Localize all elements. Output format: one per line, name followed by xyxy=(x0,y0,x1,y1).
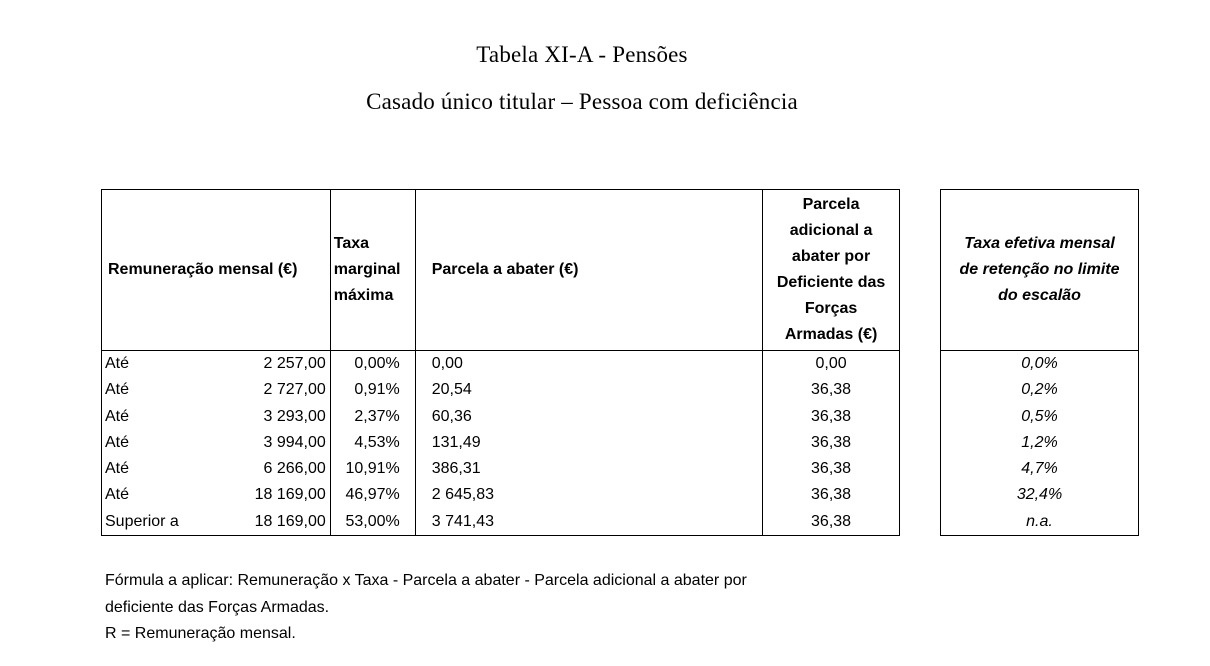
formula-line: deficiente das Forças Armadas. xyxy=(105,598,330,616)
adicional-cell: 36,38 xyxy=(763,430,900,456)
taxa-cell: 0,00% xyxy=(330,351,415,378)
table-row xyxy=(102,377,900,403)
efetiva-cell: 0,0% xyxy=(941,351,1139,378)
table-row xyxy=(102,404,900,430)
table-row xyxy=(102,351,900,378)
header-taxa: Taxa marginal máxima xyxy=(330,190,415,351)
remuneracao-value: 18 169,00 xyxy=(254,486,326,504)
remuneracao-cell xyxy=(102,430,331,456)
remuneracao-cell xyxy=(102,404,331,430)
adicional-cell: 36,38 xyxy=(763,509,900,536)
bracket-label: Até xyxy=(105,486,130,504)
adicional-cell: 0,00 xyxy=(763,351,900,378)
remuneracao-cell xyxy=(102,482,331,508)
taxa-cell: 53,00% xyxy=(330,509,415,536)
bracket-label: Até xyxy=(105,460,130,478)
adicional-cell: 36,38 xyxy=(763,456,900,482)
parcela-cell: 0,00 xyxy=(415,351,762,378)
taxa-cell: 46,97% xyxy=(330,482,415,508)
formula-note xyxy=(105,568,925,648)
table-row xyxy=(941,509,1139,536)
adicional-cell: 36,38 xyxy=(763,377,900,403)
bracket-label: Até xyxy=(105,407,130,425)
header-remuneracao: Remuneração mensal (€) xyxy=(102,190,331,351)
remuneracao-value: 3 994,00 xyxy=(263,433,326,451)
table-row xyxy=(102,509,900,536)
remuneracao-value: 3 293,00 xyxy=(263,407,326,425)
bracket-label: Até xyxy=(105,355,130,372)
remuneracao-value: 6 266,00 xyxy=(263,460,326,478)
table-row xyxy=(102,482,900,508)
table-title: Tabela XI-A - Pensões xyxy=(476,42,688,67)
efetiva-cell: 32,4% xyxy=(941,482,1139,508)
header-parcela: Parcela a abater (€) xyxy=(415,190,762,351)
parcela-cell: 3 741,43 xyxy=(415,509,762,536)
table-row xyxy=(941,430,1139,456)
parcela-cell: 386,31 xyxy=(415,456,762,482)
table-subtitle: Casado único titular – Pessoa com deficiência xyxy=(366,89,798,114)
bracket-label: Até xyxy=(105,381,130,399)
adicional-cell: 36,38 xyxy=(763,482,900,508)
parcela-cell: 2 645,83 xyxy=(415,482,762,508)
taxa-cell: 0,91% xyxy=(330,377,415,403)
formula-definition: R = Remuneração mensal. xyxy=(105,625,296,642)
effective-rate-table xyxy=(940,189,1139,536)
efetiva-cell: 1,2% xyxy=(941,430,1139,456)
bracket-label: Até xyxy=(105,433,130,451)
table-row xyxy=(102,456,900,482)
remuneracao-value: 18 169,00 xyxy=(254,512,326,530)
adicional-cell: 36,38 xyxy=(763,404,900,430)
header-efetiva: Taxa efetiva mensal de retenção no limite do escalão xyxy=(941,190,1139,351)
remuneracao-cell xyxy=(102,377,331,403)
table-row xyxy=(941,456,1139,482)
table-row xyxy=(941,377,1139,403)
efetiva-cell: 0,2% xyxy=(941,377,1139,403)
taxa-cell: 10,91% xyxy=(330,456,415,482)
efetiva-cell: 0,5% xyxy=(941,404,1139,430)
efetiva-cell: n.a. xyxy=(941,509,1139,536)
bracket-label: Superior a xyxy=(105,512,179,530)
table-row xyxy=(102,430,900,456)
header-adicional: Parcela adicional a abater por Deficiente das Forças Armadas (€) xyxy=(763,190,900,351)
table-row xyxy=(941,482,1139,508)
table-row xyxy=(941,351,1139,378)
taxa-cell: 2,37% xyxy=(330,404,415,430)
table-row xyxy=(941,404,1139,430)
remuneracao-value: 2 727,00 xyxy=(263,381,326,399)
remuneracao-cell xyxy=(102,456,331,482)
formula-line: Fórmula a aplicar: Remuneração x Taxa - Parcela a abater - Parcela adicional a abater por xyxy=(105,572,747,589)
remuneracao-cell xyxy=(102,351,331,378)
parcela-cell: 20,54 xyxy=(415,377,762,403)
remuneracao-cell xyxy=(102,509,331,536)
taxa-cell: 4,53% xyxy=(330,430,415,456)
parcela-cell: 60,36 xyxy=(415,404,762,430)
pension-table xyxy=(101,189,900,536)
remuneracao-value: 2 257,00 xyxy=(263,355,326,372)
parcela-cell: 131,49 xyxy=(415,430,762,456)
efetiva-cell: 4,7% xyxy=(941,456,1139,482)
